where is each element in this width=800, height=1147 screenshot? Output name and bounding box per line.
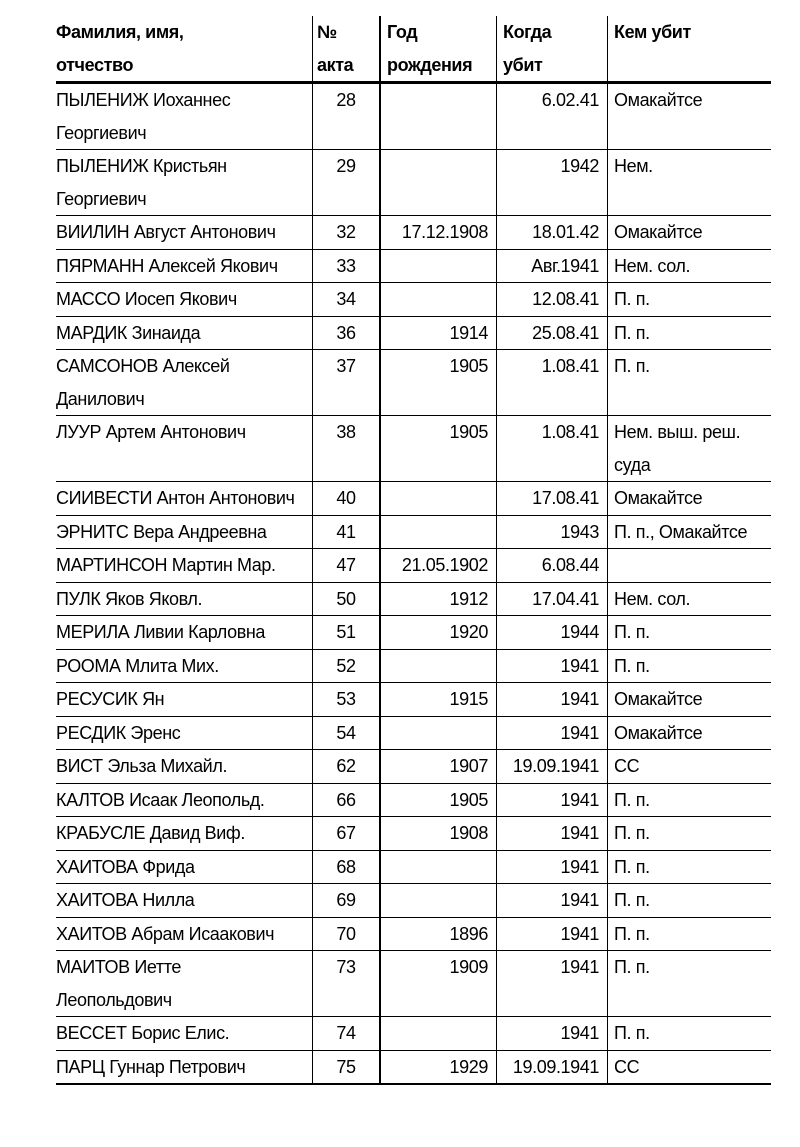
- cell-killed-by: [608, 416, 772, 482]
- table-row: [56, 283, 771, 317]
- cell-killed-by-line1: П. п.: [614, 890, 650, 910]
- cell-year: 1914: [380, 316, 497, 350]
- cell-act: 73: [313, 951, 381, 1017]
- cell-name: [56, 1050, 313, 1084]
- cell-act: 62: [313, 750, 381, 784]
- cell-act: 36: [313, 316, 381, 350]
- cell-name-line1: ВИСТ Эльза Михайл.: [56, 756, 228, 776]
- cell-when: 1.08.41: [497, 350, 608, 416]
- cell-killed-by-line1: Омакайтсе: [614, 722, 703, 743]
- cell-when: 1941: [497, 850, 608, 884]
- cell-when: 6.08.44: [497, 549, 608, 583]
- cell-year: [380, 83, 497, 150]
- cell-year: 21.05.1902: [380, 549, 497, 583]
- cell-act: 37: [313, 350, 381, 416]
- cell-act: 40: [313, 482, 381, 516]
- cell-killed-by-line1: П. п.: [614, 957, 650, 977]
- cell-name: [56, 683, 313, 717]
- cell-act: 74: [313, 1017, 381, 1051]
- cell-killed-by-line1: Нем. сол.: [614, 588, 691, 609]
- cell-killed-by: [608, 917, 772, 951]
- table-row: [56, 350, 771, 416]
- cell-killed-by-line1: П. п.: [614, 923, 650, 944]
- cell-act: 68: [313, 850, 381, 884]
- cell-year: [380, 283, 497, 317]
- cell-act: 38: [313, 416, 381, 482]
- cell-killed-by-line1: Омакайтсе: [614, 689, 703, 709]
- cell-killed-by: [608, 316, 772, 350]
- cell-act: 28: [313, 83, 381, 150]
- cell-killed-by-line1: СС: [614, 756, 640, 776]
- cell-killed-by: [608, 884, 772, 918]
- cell-name: [56, 249, 313, 283]
- cell-name-line1: ВЕССЕТ Борис Елис.: [56, 1023, 230, 1043]
- cell-killed-by: [608, 649, 772, 683]
- cell-year: 1908: [380, 817, 497, 851]
- cell-act: 66: [313, 783, 381, 817]
- cell-when: 19.09.1941: [497, 1050, 608, 1084]
- cell-when: 1941: [497, 817, 608, 851]
- cell-name: [56, 549, 313, 583]
- cell-killed-by: [608, 83, 772, 150]
- cell-when: 25.08.41: [497, 316, 608, 350]
- cell-act: 29: [313, 150, 381, 216]
- cell-year: [380, 649, 497, 683]
- cell-killed-by-line2: суда: [614, 454, 651, 475]
- cell-name-line2: Георгиевич: [56, 122, 147, 143]
- cell-name: [56, 817, 313, 851]
- table-row: [56, 549, 771, 583]
- cell-killed-by-line1: СС: [614, 1056, 640, 1077]
- cell-year: 17.12.1908: [380, 216, 497, 250]
- cell-year: 1909: [380, 951, 497, 1017]
- cell-act: 41: [313, 515, 381, 549]
- cell-act: 67: [313, 817, 381, 851]
- table-header-row: [56, 16, 771, 83]
- table-row: [56, 83, 771, 150]
- cell-act: 52: [313, 649, 381, 683]
- cell-name-line1: СИИВЕСТИ Антон Антонович: [56, 488, 295, 508]
- cell-name-line1: РЕСДИК Эренс: [56, 722, 181, 743]
- cell-name-line1: КАЛТОВ Исаак Леопольд.: [56, 789, 265, 810]
- cell-name: [56, 783, 313, 817]
- table-row: [56, 884, 771, 918]
- table-row: [56, 951, 771, 1017]
- cell-year: 1929: [380, 1050, 497, 1084]
- cell-killed-by-line1: П. п.: [614, 856, 650, 877]
- cell-killed-by: [608, 1050, 772, 1084]
- cell-when: 1941: [497, 1017, 608, 1051]
- cell-name: [56, 582, 313, 616]
- cell-name-line2: Леопольдович: [56, 989, 172, 1010]
- cell-killed-by-line1: П. п., Омакайтсе: [614, 521, 748, 542]
- cell-name-line1: КРАБУСЛЕ Давид Виф.: [56, 823, 245, 843]
- cell-name-line1: МАИТОВ Иетте: [56, 957, 181, 977]
- cell-year: 1905: [380, 783, 497, 817]
- cell-killed-by: [608, 582, 772, 616]
- cell-when: 1942: [497, 150, 608, 216]
- cell-name-line1: ХАИТОВА Фрида: [56, 856, 195, 877]
- cell-killed-by-line1: Омакайтсе: [614, 488, 703, 508]
- cell-killed-by: [608, 283, 772, 317]
- cell-name: [56, 616, 313, 650]
- cell-when: 1941: [497, 716, 608, 750]
- cell-when: 6.02.41: [497, 83, 608, 150]
- cell-killed-by: [608, 216, 772, 250]
- cell-year: [380, 150, 497, 216]
- header-who-line1: Кем убит: [614, 22, 691, 42]
- cell-year: [380, 482, 497, 516]
- cell-killed-by: [608, 249, 772, 283]
- table-row: [56, 1050, 771, 1084]
- cell-when: 12.08.41: [497, 283, 608, 317]
- header-name: [56, 16, 313, 83]
- cell-killed-by-line1: П. п.: [614, 356, 650, 376]
- cell-name: [56, 1017, 313, 1051]
- cell-when: 1943: [497, 515, 608, 549]
- cell-name: [56, 316, 313, 350]
- cell-killed-by: [608, 616, 772, 650]
- header-name-line1: Фамилия, имя,: [56, 22, 184, 42]
- table-body: [56, 83, 771, 1085]
- cell-name: [56, 416, 313, 482]
- header-when: [497, 16, 608, 83]
- table-row: [56, 482, 771, 516]
- cell-year: [380, 884, 497, 918]
- header-who: [608, 16, 772, 83]
- cell-name-line1: МАРДИК Зинаида: [56, 322, 201, 343]
- cell-killed-by: [608, 951, 772, 1017]
- table-row: [56, 316, 771, 350]
- cell-killed-by: [608, 750, 772, 784]
- cell-name: [56, 750, 313, 784]
- cell-name-line1: ПЫЛЕНИЖ Кристьян: [56, 156, 227, 176]
- cell-name-line1: ВИИЛИН Август Антонович: [56, 222, 276, 242]
- cell-act: 75: [313, 1050, 381, 1084]
- cell-name-line2: Данилович: [56, 388, 145, 409]
- header-when-line2: убит: [503, 54, 543, 75]
- cell-year: 1896: [380, 917, 497, 951]
- cell-name: [56, 917, 313, 951]
- header-year: [380, 16, 497, 83]
- cell-name: [56, 884, 313, 918]
- cell-when: 1944: [497, 616, 608, 650]
- cell-name-line1: РЕСУСИК Ян: [56, 689, 165, 709]
- cell-name: [56, 350, 313, 416]
- cell-killed-by: [608, 549, 772, 583]
- table-row: [56, 917, 771, 951]
- table-row: [56, 716, 771, 750]
- header-act-line2: акта: [317, 54, 354, 75]
- table-row: [56, 783, 771, 817]
- cell-killed-by: [608, 150, 772, 216]
- cell-name-line1: САМСОНОВ Алексей: [56, 356, 230, 376]
- cell-killed-by: [608, 716, 772, 750]
- cell-name-line1: МАРТИНСОН Мартин Мар.: [56, 555, 276, 575]
- cell-name: [56, 850, 313, 884]
- cell-act: 47: [313, 549, 381, 583]
- cell-year: [380, 1017, 497, 1051]
- table-row: [56, 850, 771, 884]
- cell-year: 1915: [380, 683, 497, 717]
- cell-killed-by-line1: П. п.: [614, 655, 650, 676]
- header-year-line2: рождения: [387, 54, 473, 75]
- cell-act: 51: [313, 616, 381, 650]
- header-name-line2: отчество: [56, 54, 134, 75]
- table-row: [56, 616, 771, 650]
- cell-name-line1: МЕРИЛА Ливии Карловна: [56, 622, 266, 642]
- cell-killed-by: [608, 850, 772, 884]
- cell-killed-by-line1: П. п.: [614, 789, 650, 810]
- table-row: [56, 750, 771, 784]
- cell-name-line1: РООМА Млита Мих.: [56, 655, 219, 676]
- cell-name: [56, 951, 313, 1017]
- cell-name: [56, 283, 313, 317]
- cell-killed-by-line1: П. п.: [614, 823, 650, 843]
- table-row: [56, 249, 771, 283]
- cell-year: [380, 249, 497, 283]
- header-act: [313, 16, 381, 83]
- cell-killed-by-line1: П. п.: [614, 289, 650, 309]
- cell-name: [56, 216, 313, 250]
- cell-year: 1905: [380, 416, 497, 482]
- cell-killed-by-line1: Нем. выш. реш.: [614, 422, 741, 442]
- table-row: [56, 150, 771, 216]
- cell-name-line1: ПУЛК Яков Яковл.: [56, 588, 203, 609]
- cell-killed-by-line1: Омакайтсе: [614, 222, 703, 242]
- cell-name-line1: ПАРЦ Гуннар Петрович: [56, 1056, 246, 1077]
- table-row: [56, 683, 771, 717]
- cell-when: 1941: [497, 683, 608, 717]
- cell-killed-by-line1: Нем. сол.: [614, 255, 691, 276]
- cell-killed-by: [608, 783, 772, 817]
- cell-name-line1: ПЫЛЕНИЖ Иоханнес: [56, 90, 231, 110]
- table-row: [56, 515, 771, 549]
- table-row: [56, 582, 771, 616]
- cell-name: [56, 482, 313, 516]
- cell-name: [56, 649, 313, 683]
- cell-name-line1: ХАИТОВ Абрам Исаакович: [56, 923, 275, 944]
- cell-name-line1: ХАИТОВА Нилла: [56, 890, 195, 910]
- cell-name: [56, 83, 313, 150]
- cell-name: [56, 150, 313, 216]
- header-year-line1: Год: [387, 22, 418, 42]
- cell-act: 69: [313, 884, 381, 918]
- cell-when: Авг.1941: [497, 249, 608, 283]
- cell-killed-by: [608, 350, 772, 416]
- header-when-line1: Когда: [503, 22, 552, 42]
- cell-when: 1941: [497, 917, 608, 951]
- cell-killed-by-line1: П. п.: [614, 1023, 650, 1043]
- cell-when: 19.09.1941: [497, 750, 608, 784]
- cell-name-line2: Георгиевич: [56, 188, 147, 209]
- cell-killed-by: [608, 515, 772, 549]
- cell-killed-by: [608, 817, 772, 851]
- table-row: [56, 1017, 771, 1051]
- table-row: [56, 817, 771, 851]
- header-act-line1: №: [317, 22, 337, 42]
- cell-name-line1: МАССО Иосеп Якович: [56, 289, 237, 309]
- cell-act: 54: [313, 716, 381, 750]
- cell-name-line1: ПЯРМАНН Алексей Якович: [56, 255, 278, 276]
- cell-name: [56, 716, 313, 750]
- cell-when: 1941: [497, 783, 608, 817]
- cell-act: 53: [313, 683, 381, 717]
- cell-killed-by: [608, 683, 772, 717]
- cell-year: [380, 515, 497, 549]
- table-row: [56, 416, 771, 482]
- cell-year: 1912: [380, 582, 497, 616]
- cell-name-line1: ЭРНИТС Вера Андреевна: [56, 521, 267, 542]
- cell-act: 50: [313, 582, 381, 616]
- cell-name: [56, 515, 313, 549]
- cell-killed-by-line1: Омакайтсе: [614, 90, 703, 110]
- cell-killed-by: [608, 482, 772, 516]
- cell-act: 32: [313, 216, 381, 250]
- cell-when: 1941: [497, 649, 608, 683]
- table-row: [56, 649, 771, 683]
- cell-killed-by-line1: П. п.: [614, 322, 650, 343]
- cell-year: [380, 716, 497, 750]
- cell-act: 34: [313, 283, 381, 317]
- cell-act: 70: [313, 917, 381, 951]
- cell-year: [380, 850, 497, 884]
- cell-name-line1: ЛУУР Артем Антонович: [56, 422, 246, 442]
- table-row: [56, 216, 771, 250]
- cell-killed-by-line1: Нем.: [614, 156, 653, 176]
- cell-year: 1905: [380, 350, 497, 416]
- cell-when: 17.04.41: [497, 582, 608, 616]
- cell-when: 1941: [497, 951, 608, 1017]
- cell-killed-by-line1: П. п.: [614, 622, 650, 642]
- cell-killed-by: [608, 1017, 772, 1051]
- cell-year: 1907: [380, 750, 497, 784]
- cell-when: 17.08.41: [497, 482, 608, 516]
- victims-table: [56, 16, 771, 1085]
- cell-act: 33: [313, 249, 381, 283]
- cell-year: 1920: [380, 616, 497, 650]
- cell-when: 1.08.41: [497, 416, 608, 482]
- cell-when: 18.01.42: [497, 216, 608, 250]
- document-page: [56, 16, 748, 1085]
- cell-when: 1941: [497, 884, 608, 918]
